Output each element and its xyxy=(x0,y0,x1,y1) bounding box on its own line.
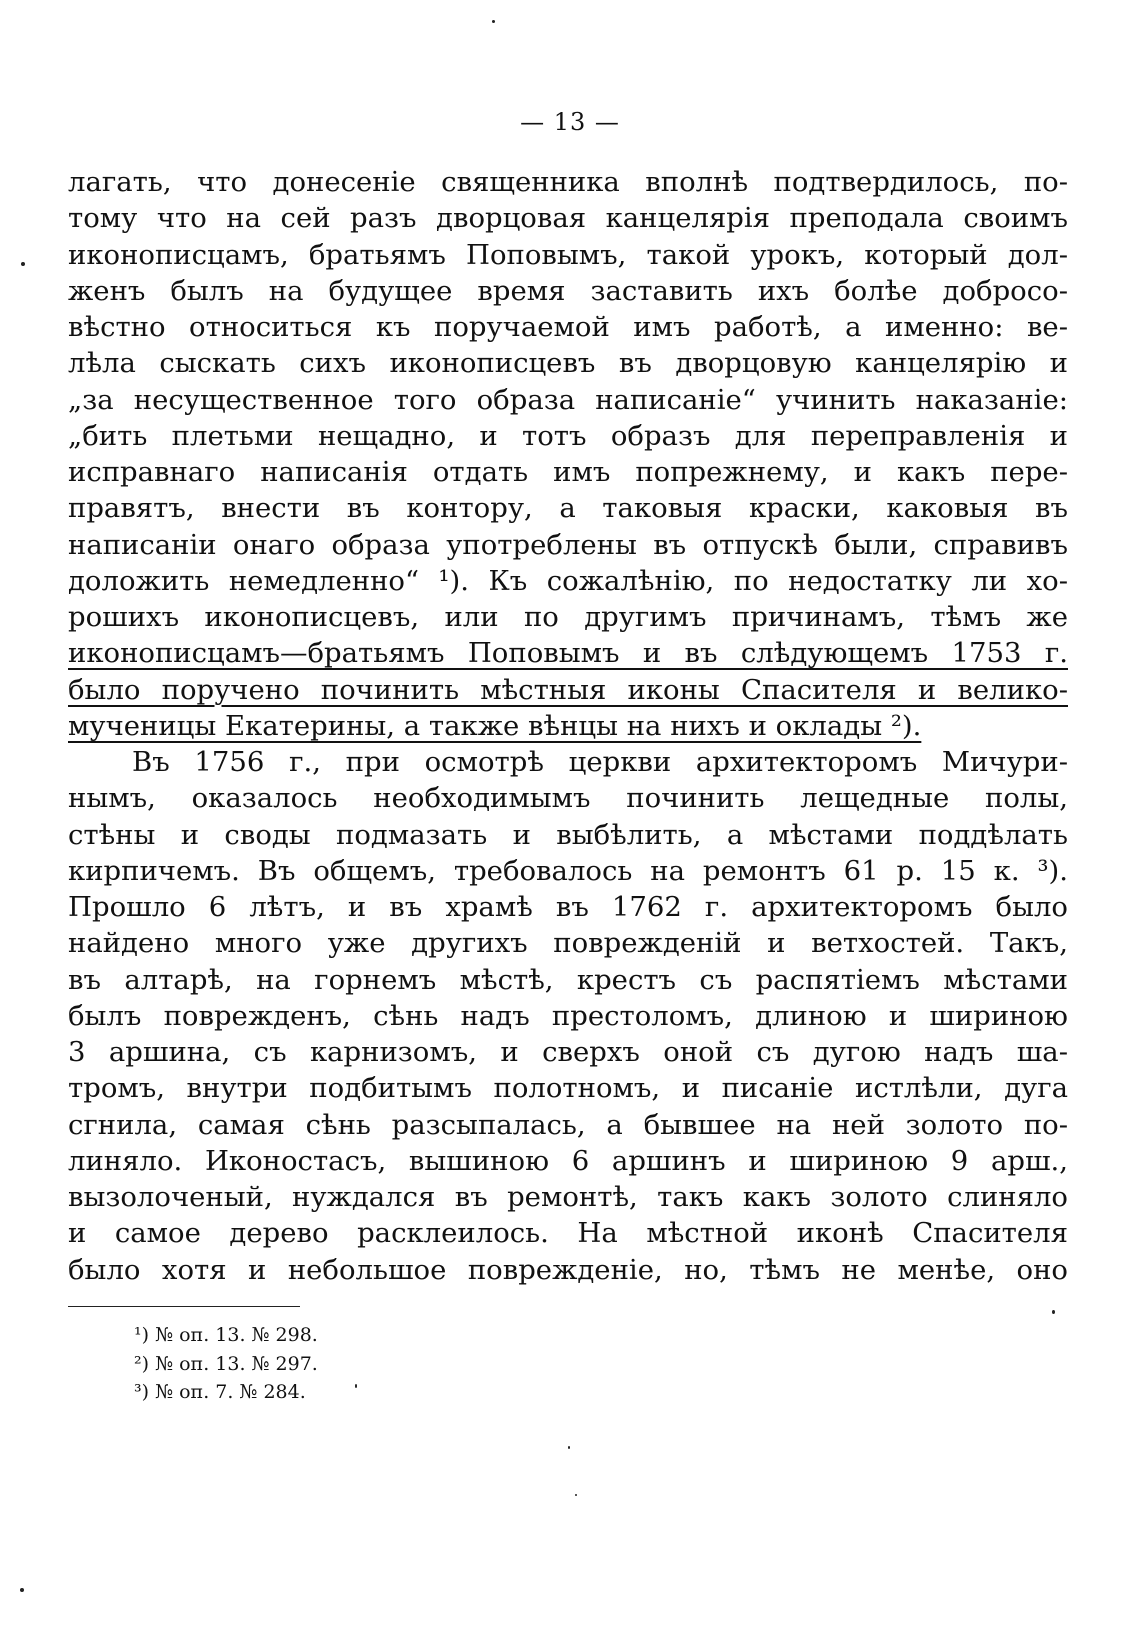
scan-speck xyxy=(492,20,495,23)
text-line: иконописцамъ, братьямъ Поповымъ, такой урокъ, который дол- xyxy=(68,238,1068,271)
text-line: „за несущественное того образа написаніе“ учинить наказаніе: xyxy=(68,383,1068,416)
text-line: женъ былъ на будущее время заставить ихъ болѣе добросо- xyxy=(68,274,1068,307)
text-line: въ алтарѣ, на горнемъ мѣстѣ, крестъ съ распятіемъ мѣстами xyxy=(68,963,1068,996)
page-number: — 13 — xyxy=(520,108,620,136)
footnote: ¹) № оп. 13. № 298. xyxy=(134,1324,318,1346)
text-line: исправнаго написанія отдать имъ попрежнему, и какъ пере- xyxy=(68,456,1068,488)
text-line: стѣны и своды подмазать и выбѣлить, а мѣстами поддѣлать xyxy=(68,818,1068,851)
footnote-divider xyxy=(68,1306,300,1307)
text-line: и самое дерево расклеилось. На мѣстной иконѣ Спасителя xyxy=(68,1217,1068,1250)
underlined-text: иконописцамъ—братьямъ Поповымъ и въ слѣдующемъ 1753 г. xyxy=(68,637,1068,670)
footnote: ³) № оп. 7. № 284. xyxy=(134,1381,306,1403)
paragraph-start-line: Въ 1756 г., при осмотрѣ церкви архитекторомъ Мичури- xyxy=(132,746,1068,778)
underlined-text-line xyxy=(68,635,1068,671)
text-line: нымъ, оказалось необходимымъ починить лещедные полы, xyxy=(68,782,1068,815)
scan-speck xyxy=(21,262,25,266)
underlined-text-line xyxy=(68,672,1068,708)
text-line: было хотя и небольшое поврежденіе, но, тѣмъ не менѣе, оно xyxy=(68,1253,1068,1286)
scan-speck xyxy=(355,1384,357,1388)
text-line: написаніи онаго образа употреблены въ отпускѣ были, справивъ xyxy=(68,528,1068,561)
underlined-text: было поручено починить мѣстныя иконы Спасителя и велико- xyxy=(68,673,1068,706)
scan-speck xyxy=(20,1588,24,1592)
body-text xyxy=(68,164,1068,1288)
footnote: ²) № оп. 13. № 297. xyxy=(134,1352,318,1375)
text-line: сгнила, самая сѣнь разсыпалась, а бывшее на ней золото по- xyxy=(68,1108,1068,1141)
text-line: правятъ, внести въ контору, а таковыя краски, каковыя въ xyxy=(68,492,1068,525)
scan-speck xyxy=(575,1494,577,1496)
text-line: лѣла сыскать сихъ иконописцевъ въ дворцовую канцелярію и xyxy=(68,347,1068,380)
text-line: кирпичемъ. Въ общемъ, требовалось на ремонтъ 61 р. 15 к. ³). xyxy=(68,854,1068,887)
text-line: найдено много уже другихъ поврежденій и ветхостей. Такъ, xyxy=(68,927,1068,960)
underlined-text: мученицы Екатерины, а также вѣнцы на нихъ и оклады ²). xyxy=(68,709,922,742)
text-line: рошихъ иконописцевъ, или по другимъ причинамъ, тѣмъ же xyxy=(68,601,1068,633)
text-line: тромъ, внутри подбитымъ полотномъ, и писаніе истлѣли, дуга xyxy=(68,1072,1068,1105)
text-line: Прошло 6 лѣтъ, и въ храмѣ въ 1762 г. архитекторомъ было xyxy=(68,891,1068,923)
underlined-text-line xyxy=(68,708,1068,744)
text-line: вызолоченый, нуждался въ ремонтѣ, такъ какъ золото слиняло xyxy=(68,1181,1068,1213)
text-line: вѣстно относиться къ поручаемой имъ работѣ, а именно: ве- xyxy=(68,311,1068,343)
text-line: лагать, что донесеніе священника вполнѣ подтвердилось, по- xyxy=(68,166,1068,198)
scan-speck xyxy=(568,1446,570,1449)
text-line: тому что на сей разъ дворцовая канцелярія преподала своимъ xyxy=(68,202,1068,235)
scan-speck xyxy=(1052,1310,1055,1314)
footnotes xyxy=(134,1321,734,1407)
text-line: 3 аршина, съ карнизомъ, и сверхъ оной съ дугою надъ ша- xyxy=(68,1036,1068,1068)
text-line: доложить немедленно“ ¹). Къ сожалѣнію, по недостатку ли хо- xyxy=(68,564,1068,597)
text-line: былъ поврежденъ, сѣнь надъ престоломъ, длиною и шириною xyxy=(68,999,1068,1032)
text-line: „бить плетьми нещадно, и тотъ образъ для переправленія и xyxy=(68,419,1068,452)
text-line: линяло. Иконостасъ, вышиною 6 аршинъ и шириною 9 арш., xyxy=(68,1144,1068,1177)
